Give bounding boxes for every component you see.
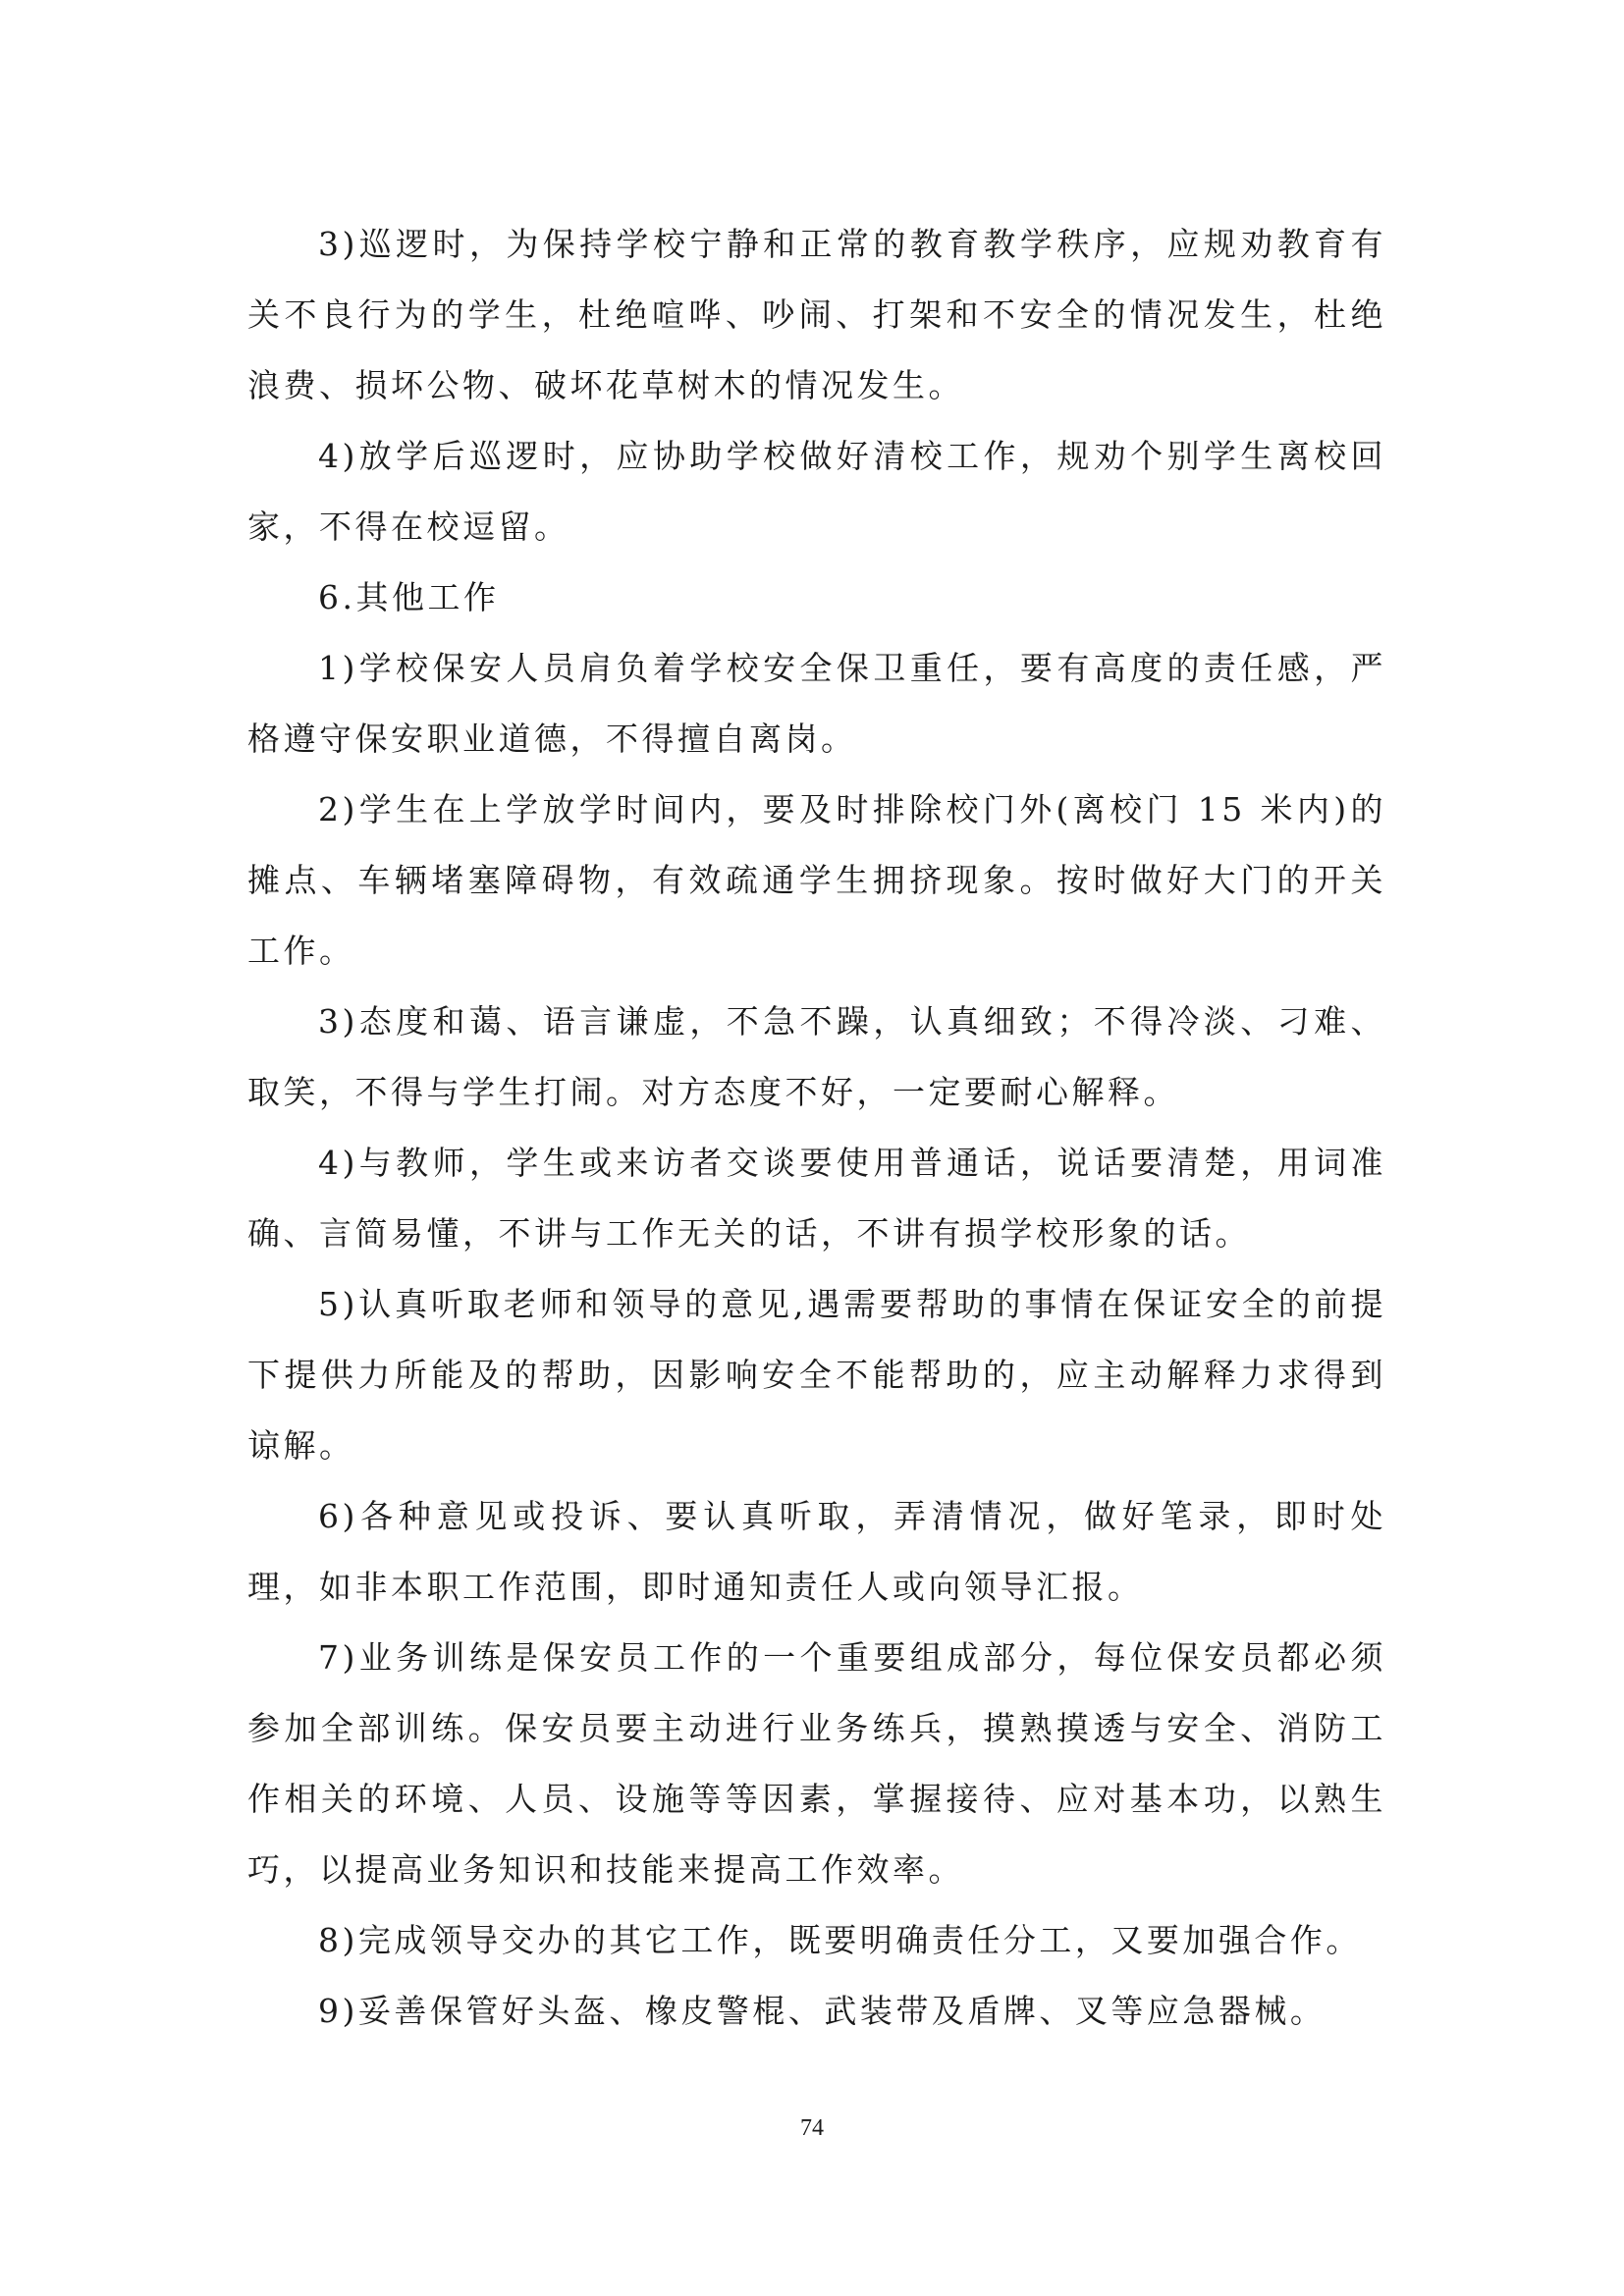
paragraph-responsibility: 1)学校保安人员肩负着学校安全保卫重任，要有高度的责任感，严格遵守保安职业道德，不得擅自离岗。: [247, 649, 1386, 758]
page-number: 74: [800, 2115, 824, 2141]
paragraph-other-tasks: 8)完成领导交办的其它工作，既要明确责任分工，又要加强合作。: [318, 1921, 1362, 1959]
paragraph-complaints: 6)各种意见或投诉、要认真听取，弄清情况，做好笔录，即时处理，如非本职工作范围，即时通知责任人或向领导汇报。: [247, 1497, 1386, 1606]
paragraph-after-school-patrol: 4)放学后巡逻时，应协助学校做好清校工作，规劝个别学生离校回家，不得在校逗留。: [247, 437, 1386, 546]
paragraph-patrol-behavior: 3)巡逻时，为保持学校宁静和正常的教育教学秩序，应规劝教育有关不良行为的学生，杜绝喧哗、吵闹、打架和不安全的情况发生，杜绝浪费、损坏公物、破坏花草树木的情况发生。: [247, 225, 1386, 404]
body-text: [247, 209, 1386, 2047]
paragraph-attitude: 3)态度和蔼、语言谦虚，不急不躁，认真细致；不得冷淡、刁难、取笑，不得与学生打闹。对方态度不好，一定要耐心解释。: [247, 1002, 1386, 1111]
paragraph-training: 7)业务训练是保安员工作的一个重要组成部分，每位保安员都必须参加全部训练。保安员要主动进行业务练兵，摸熟摸透与安全、消防工作相关的环境、人员、设施等等因素，掌握接待、应对基本功，以熟生巧，以提高业务知识和技能来提高工作效率。: [247, 1638, 1386, 1889]
section-heading-other-work: 6.其他工作: [318, 578, 500, 616]
paragraph-communication: 4)与教师，学生或来访者交谈要使用普通话，说话要清楚，用词准确、言简易懂，不讲与工作无关的话，不讲有损学校形象的话。: [247, 1144, 1386, 1253]
paragraph-gate-clearance: 2)学生在上学放学时间内，要及时排除校门外(离校门 15 米内)的摊点、车辆堵塞障碍物，有效疏通学生拥挤现象。按时做好大门的开关工作。: [247, 790, 1386, 970]
paragraph-listen-help: 5)认真听取老师和领导的意见,遇需要帮助的事情在保证安全的前提下提供力所能及的帮助，因影响安全不能帮助的，应主动解释力求得到谅解。: [247, 1285, 1386, 1465]
paragraph-equipment: 9)妥善保管好头盔、橡皮警棍、武装带及盾牌、叉等应急器械。: [318, 1992, 1326, 2030]
